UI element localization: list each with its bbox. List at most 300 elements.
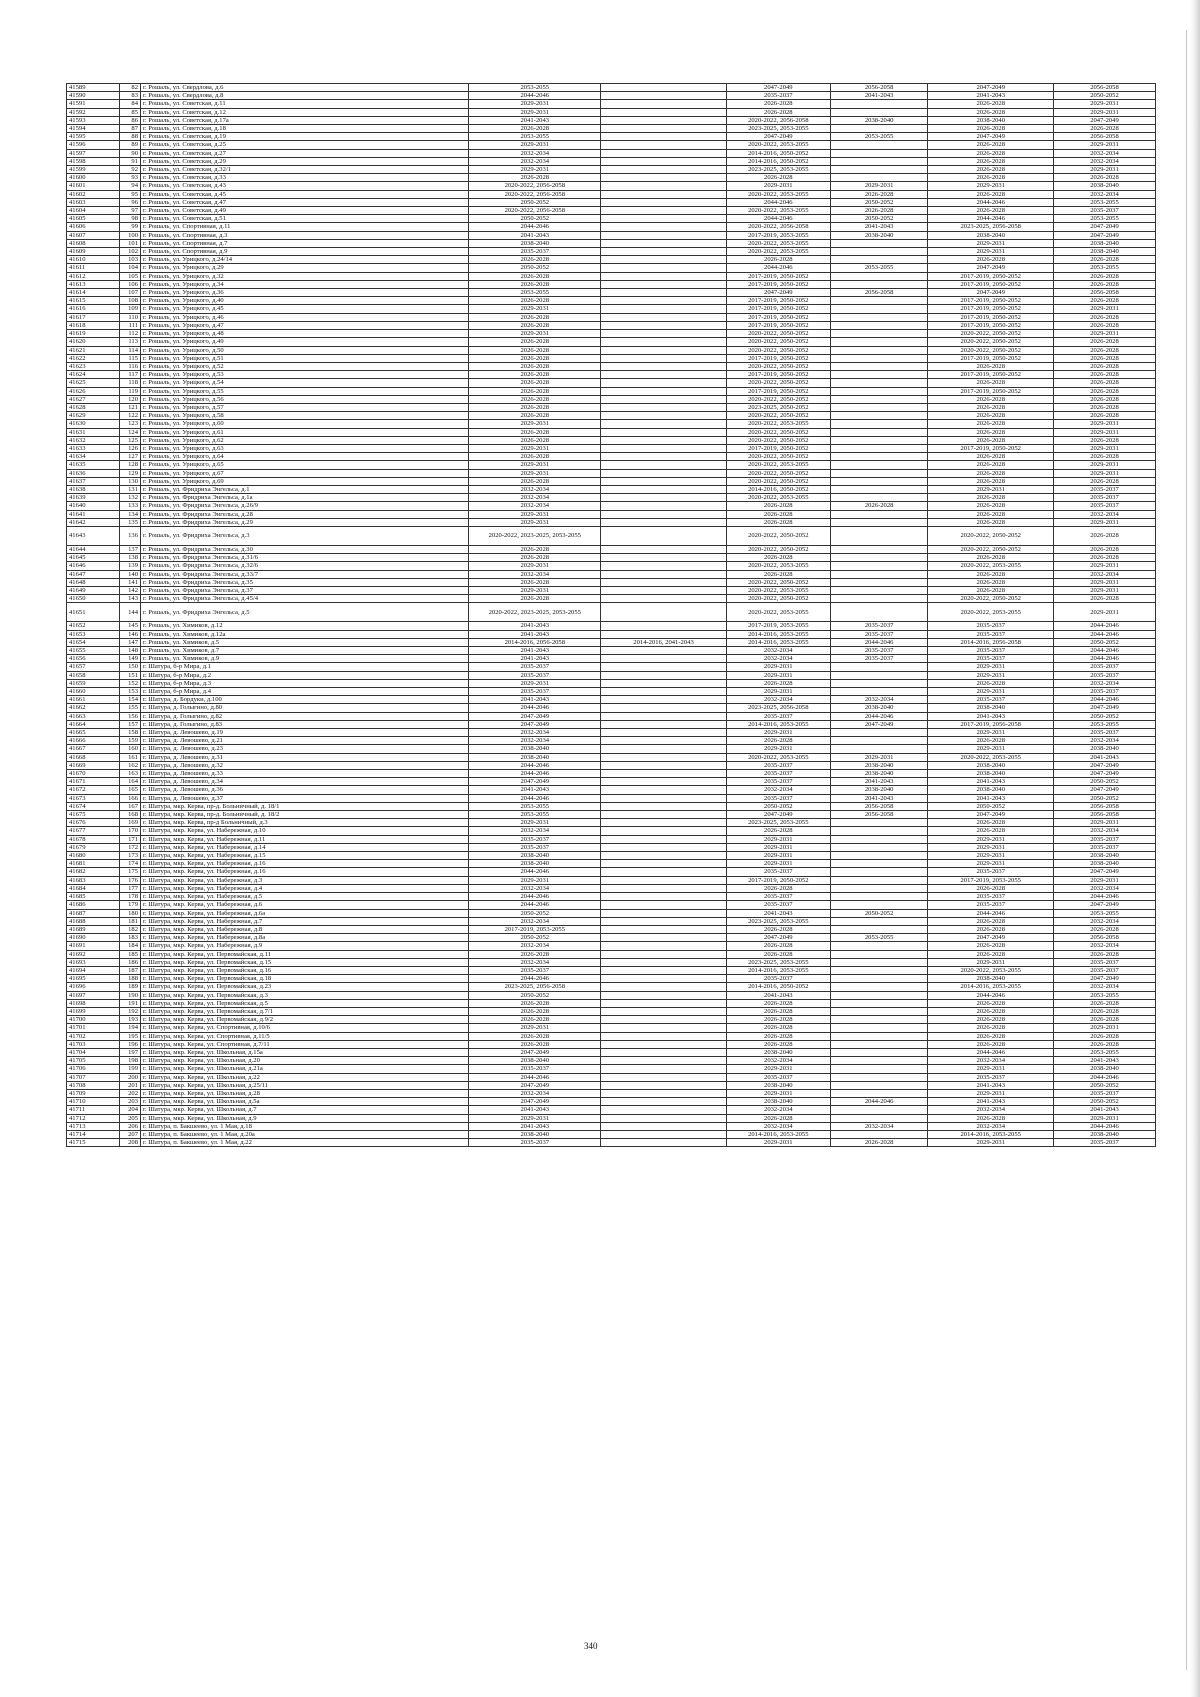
row-number: 160 <box>119 745 140 753</box>
row-id: 41595 <box>67 133 120 141</box>
row-id: 41693 <box>67 958 120 966</box>
period-col-1: 2047-2049 <box>469 1098 601 1106</box>
period-col-2 <box>601 1073 727 1081</box>
table-row <box>67 502 1156 510</box>
period-col-5: 2020-2022, 2053-2055 <box>928 753 1054 761</box>
row-id: 41599 <box>67 166 120 174</box>
row-id: 41696 <box>67 983 120 991</box>
row-id: 41680 <box>67 852 120 860</box>
address-cell: г. Шатура, д. Левошево, д.31 <box>141 753 469 761</box>
period-col-4: 2044-2046 <box>830 712 928 720</box>
row-id: 41592 <box>67 108 120 116</box>
row-number: 110 <box>119 313 140 321</box>
row-number: 149 <box>119 655 140 663</box>
row-number: 121 <box>119 403 140 411</box>
row-number: 181 <box>119 917 140 925</box>
period-col-4 <box>830 745 928 753</box>
row-number: 155 <box>119 704 140 712</box>
address-cell: г. Шатура, мкр. Керва, ул. Набережная, д.3 <box>141 876 469 884</box>
period-col-6: 2026-2028 <box>1053 1040 1155 1048</box>
period-col-6: 2026-2028 <box>1053 371 1155 379</box>
address-cell: г. Шатура, мкр. Керва, ул. Набережная, д.11 <box>141 835 469 843</box>
table-row <box>67 485 1156 493</box>
address-cell: г. Рошаль, ул. Фридриха Энгельса, д.32/6 <box>141 562 469 570</box>
row-number: 201 <box>119 1081 140 1089</box>
table-row <box>67 198 1156 206</box>
period-col-4: 2038-2040 <box>830 231 928 239</box>
table-row <box>67 100 1156 108</box>
row-id: 41689 <box>67 925 120 933</box>
table-row <box>67 958 1156 966</box>
address-cell: г. Рошаль, ул. Свердлова, д.6 <box>141 84 469 92</box>
period-col-2 <box>601 231 727 239</box>
period-col-3: 2038-2040 <box>726 1098 830 1106</box>
period-col-1: 2026-2028 <box>469 313 601 321</box>
period-col-5: 2017-2019, 2050-2052 <box>928 387 1054 395</box>
address-cell: г. Шатура, мкр. Керва, ул. Спортивная, д.7/11 <box>141 1040 469 1048</box>
row-number: 158 <box>119 729 140 737</box>
row-id: 41620 <box>67 338 120 346</box>
period-col-2 <box>601 1106 727 1114</box>
period-col-4 <box>830 346 928 354</box>
address-cell: г. Рошаль, ул. Урицкого, д.51 <box>141 354 469 362</box>
period-col-5: 2035-2037 <box>928 868 1054 876</box>
period-col-6: 2032-2034 <box>1053 510 1155 518</box>
period-col-5: 2038-2040 <box>928 770 1054 778</box>
period-col-6: 2035-2037 <box>1053 835 1155 843</box>
table-row <box>67 477 1156 485</box>
period-col-6: 2026-2028 <box>1053 338 1155 346</box>
period-col-3: 2026-2028 <box>726 827 830 835</box>
period-col-2 <box>601 794 727 802</box>
period-col-4: 2026-2028 <box>830 502 928 510</box>
table-row <box>67 174 1156 182</box>
row-id: 41631 <box>67 428 120 436</box>
period-col-4: 2041-2043 <box>830 794 928 802</box>
table-row <box>67 647 1156 655</box>
row-id: 41679 <box>67 843 120 851</box>
table-row <box>67 346 1156 354</box>
period-col-2 <box>601 149 727 157</box>
row-id: 41625 <box>67 379 120 387</box>
period-col-1: 2041-2043 <box>469 1122 601 1130</box>
period-col-2 <box>601 1024 727 1032</box>
period-col-3: 2026-2028 <box>726 502 830 510</box>
row-id: 41648 <box>67 578 120 586</box>
period-col-2 <box>601 827 727 835</box>
period-col-4 <box>830 379 928 387</box>
row-id: 41590 <box>67 92 120 100</box>
address-cell: г. Рошаль, ул. Урицкого, д.62 <box>141 436 469 444</box>
address-cell: г. Шатура, б-р Мира, д.2 <box>141 671 469 679</box>
period-col-1: 2026-2028 <box>469 354 601 362</box>
period-col-2 <box>601 802 727 810</box>
row-id: 41713 <box>67 1122 120 1130</box>
period-col-5: 2029-2031 <box>928 958 1054 966</box>
period-col-3: 2017-2019, 2050-2052 <box>726 272 830 280</box>
period-col-1: 2050-2052 <box>469 991 601 999</box>
period-col-3: 2035-2037 <box>726 92 830 100</box>
row-number: 123 <box>119 420 140 428</box>
period-col-4: 2026-2028 <box>830 1139 928 1147</box>
period-col-3: 2026-2028 <box>726 1024 830 1032</box>
period-col-4 <box>830 545 928 553</box>
period-col-1: 2029-2031 <box>469 819 601 827</box>
period-col-5: 2026-2028 <box>928 578 1054 586</box>
period-col-6: 2038-2040 <box>1053 745 1155 753</box>
period-col-3: 2026-2028 <box>726 174 830 182</box>
register-table <box>66 83 1156 1147</box>
period-col-4 <box>830 1089 928 1097</box>
row-id: 41589 <box>67 84 120 92</box>
period-col-6: 2032-2034 <box>1053 942 1155 950</box>
period-col-6: 2026-2028 <box>1053 925 1155 933</box>
table-row <box>67 843 1156 851</box>
period-col-4: 2047-2049 <box>830 720 928 728</box>
table-row <box>67 1098 1156 1106</box>
period-col-3: 2035-2037 <box>726 712 830 720</box>
row-id: 41596 <box>67 141 120 149</box>
period-col-5: 2026-2028 <box>928 420 1054 428</box>
period-col-2 <box>601 84 727 92</box>
table-row <box>67 819 1156 827</box>
period-col-2 <box>601 586 727 594</box>
address-cell: г. Рошаль, ул. Урицкого, д.56 <box>141 395 469 403</box>
row-number: 127 <box>119 453 140 461</box>
period-col-6: 2026-2028 <box>1053 379 1155 387</box>
period-col-6: 2044-2046 <box>1053 655 1155 663</box>
period-col-3: 2020-2022, 2050-2052 <box>726 330 830 338</box>
period-col-1: 2041-2043 <box>469 116 601 124</box>
address-cell: г. Шатура, д. Бордуки, д.100 <box>141 696 469 704</box>
period-col-4 <box>830 966 928 974</box>
period-col-4 <box>830 868 928 876</box>
period-col-5: 2035-2037 <box>928 630 1054 638</box>
period-col-3: 2020-2022, 2050-2052 <box>726 453 830 461</box>
address-cell: г. Шатура, б-р Мира, д.4 <box>141 688 469 696</box>
period-col-1: 2032-2034 <box>469 494 601 502</box>
period-col-6: 2044-2046 <box>1053 893 1155 901</box>
period-col-6: 2035-2037 <box>1053 663 1155 671</box>
period-col-5: 2026-2028 <box>928 1007 1054 1015</box>
address-cell: г. Рошаль, ул. Фридриха Энгельса, д.3 <box>141 526 469 545</box>
period-col-6: 2035-2037 <box>1053 966 1155 974</box>
address-cell: г. Шатура, д. Левошево, д.37 <box>141 794 469 802</box>
table-row <box>67 289 1156 297</box>
period-col-6: 2056-2058 <box>1053 289 1155 297</box>
period-col-6: 2029-2031 <box>1053 578 1155 586</box>
period-col-3: 2026-2028 <box>726 942 830 950</box>
row-number: 202 <box>119 1089 140 1097</box>
period-col-4 <box>830 526 928 545</box>
period-col-1: 2026-2028 <box>469 362 601 370</box>
table-row <box>67 770 1156 778</box>
table-row <box>67 428 1156 436</box>
period-col-5: 2041-2043 <box>928 794 1054 802</box>
period-col-5: 2026-2028 <box>928 586 1054 594</box>
period-col-2 <box>601 1098 727 1106</box>
period-col-6: 2038-2040 <box>1053 248 1155 256</box>
period-col-4 <box>830 280 928 288</box>
table-row <box>67 166 1156 174</box>
period-col-1: 2026-2028 <box>469 379 601 387</box>
period-col-2 <box>601 671 727 679</box>
table-row <box>67 223 1156 231</box>
period-col-1: 2050-2052 <box>469 215 601 223</box>
row-id: 41649 <box>67 586 120 594</box>
row-id: 41621 <box>67 346 120 354</box>
period-col-1: 2032-2034 <box>469 917 601 925</box>
period-col-4 <box>830 412 928 420</box>
period-col-5: 2026-2028 <box>928 1114 1054 1122</box>
row-number: 171 <box>119 835 140 843</box>
period-col-5: 2026-2028 <box>928 403 1054 411</box>
period-col-2 <box>601 346 727 354</box>
row-number: 178 <box>119 893 140 901</box>
address-cell: г. Рошаль, ул. Урицкого, д.40 <box>141 297 469 305</box>
period-col-3: 2023-2025, 2053-2055 <box>726 958 830 966</box>
period-col-2 <box>601 595 727 603</box>
period-col-4: 2038-2040 <box>830 770 928 778</box>
period-col-4 <box>830 1048 928 1056</box>
period-col-6: 2026-2028 <box>1053 526 1155 545</box>
row-number: 95 <box>119 190 140 198</box>
address-cell: г. Рошаль, ул. Урицкого, д.58 <box>141 412 469 420</box>
period-col-2 <box>601 297 727 305</box>
period-col-1: 2044-2046 <box>469 794 601 802</box>
period-col-2 <box>601 469 727 477</box>
row-id: 41658 <box>67 671 120 679</box>
row-number: 144 <box>119 603 140 622</box>
period-col-1: 2026-2028 <box>469 1007 601 1015</box>
period-col-1: 2014-2016, 2056-2058 <box>469 638 601 646</box>
table-row <box>67 453 1156 461</box>
row-id: 41607 <box>67 231 120 239</box>
table-row <box>67 999 1156 1007</box>
row-id: 41601 <box>67 182 120 190</box>
period-col-6: 2038-2040 <box>1053 1065 1155 1073</box>
row-number: 147 <box>119 638 140 646</box>
period-col-2 <box>601 950 727 958</box>
address-cell: г. Шатура, мкр. Керва, ул. Школьная, д.22 <box>141 1073 469 1081</box>
period-col-3: 2035-2037 <box>726 975 830 983</box>
period-col-1: 2038-2040 <box>469 852 601 860</box>
period-col-3: 2017-2019, 2050-2052 <box>726 354 830 362</box>
period-col-3: 2014-2016, 2050-2052 <box>726 485 830 493</box>
period-col-2 <box>601 983 727 991</box>
period-col-3: 2029-2031 <box>726 860 830 868</box>
period-col-1: 2020-2022, 2056-2058 <box>469 182 601 190</box>
period-col-6: 2032-2034 <box>1053 884 1155 892</box>
period-col-5: 2044-2046 <box>928 1048 1054 1056</box>
period-col-3: 2047-2049 <box>726 84 830 92</box>
period-col-6: 2047-2049 <box>1053 704 1155 712</box>
period-col-1: 2032-2034 <box>469 827 601 835</box>
period-col-6: 2026-2028 <box>1053 256 1155 264</box>
period-col-4 <box>830 313 928 321</box>
period-col-6: 2035-2037 <box>1053 843 1155 851</box>
period-col-2 <box>601 289 727 297</box>
period-col-4 <box>830 917 928 925</box>
period-col-4: 2032-2034 <box>830 696 928 704</box>
period-col-4: 2035-2037 <box>830 647 928 655</box>
period-col-4 <box>830 1016 928 1024</box>
period-col-2 <box>601 679 727 687</box>
address-cell: г. Шатура, мкр. Керва, ул. Первомайская, д.18 <box>141 975 469 983</box>
row-id: 41682 <box>67 868 120 876</box>
period-col-4 <box>830 125 928 133</box>
address-cell: г. Рошаль, ул. Фридриха Энгельса, д.1 <box>141 485 469 493</box>
period-col-4 <box>830 1065 928 1073</box>
address-cell: г. Рошаль, ул. Спортивная, д.9 <box>141 248 469 256</box>
address-cell: г. Рошаль, ул. Советская, д.45 <box>141 190 469 198</box>
period-col-3: 2038-2040 <box>726 1081 830 1089</box>
address-cell: г. Рошаль, ул. Советская, д.32/1 <box>141 166 469 174</box>
period-col-3: 2017-2019, 2053-2055 <box>726 231 830 239</box>
period-col-4 <box>830 942 928 950</box>
period-col-2 <box>601 92 727 100</box>
period-col-4: 2056-2058 <box>830 289 928 297</box>
period-col-5: 2029-2031 <box>928 239 1054 247</box>
address-cell: г. Рошаль, ул. Фридриха Энгельса, д.5 <box>141 603 469 622</box>
period-col-6: 2026-2028 <box>1053 554 1155 562</box>
period-col-1: 2032-2034 <box>469 729 601 737</box>
period-col-1: 2041-2043 <box>469 696 601 704</box>
period-col-4 <box>830 835 928 843</box>
period-col-6: 2029-2031 <box>1053 469 1155 477</box>
row-id: 41618 <box>67 321 120 329</box>
period-col-1: 2047-2049 <box>469 778 601 786</box>
period-col-2 <box>601 215 727 223</box>
period-col-3: 2023-2025, 2053-2055 <box>726 166 830 174</box>
period-col-2 <box>601 502 727 510</box>
period-col-5: 2029-2031 <box>928 1089 1054 1097</box>
address-cell: г. Рошаль, ул. Советская, д.51 <box>141 215 469 223</box>
table-row <box>67 141 1156 149</box>
table-row <box>67 190 1156 198</box>
table-row <box>67 280 1156 288</box>
period-col-2 <box>601 630 727 638</box>
period-col-3: 2047-2049 <box>726 934 830 942</box>
period-col-4: 2041-2043 <box>830 223 928 231</box>
period-col-4: 2056-2058 <box>830 802 928 810</box>
period-col-4: 2038-2040 <box>830 704 928 712</box>
period-col-2 <box>601 819 727 827</box>
period-col-2 <box>601 958 727 966</box>
row-id: 41617 <box>67 313 120 321</box>
row-id: 41664 <box>67 720 120 728</box>
table-row <box>67 371 1156 379</box>
period-col-3: 2035-2037 <box>726 794 830 802</box>
row-number: 109 <box>119 305 140 313</box>
row-id: 41644 <box>67 545 120 553</box>
period-col-4 <box>830 663 928 671</box>
period-col-5: 2026-2028 <box>928 518 1054 526</box>
period-col-3: 2041-2043 <box>726 991 830 999</box>
period-col-4 <box>830 436 928 444</box>
row-id: 41697 <box>67 991 120 999</box>
period-col-1: 2029-2031 <box>469 518 601 526</box>
period-col-5: 2017-2019, 2050-2052 <box>928 305 1054 313</box>
row-id: 41611 <box>67 264 120 272</box>
period-col-4: 2041-2043 <box>830 92 928 100</box>
period-col-6: 2026-2028 <box>1053 354 1155 362</box>
address-cell: г. Рошаль, ул. Спортивная, д.11 <box>141 223 469 231</box>
period-col-3: 2035-2037 <box>726 770 830 778</box>
row-id: 41711 <box>67 1106 120 1114</box>
period-col-6: 2026-2028 <box>1053 453 1155 461</box>
register-table-body <box>67 84 1156 1147</box>
period-col-2 <box>601 444 727 452</box>
period-col-4: 2035-2037 <box>830 630 928 638</box>
address-cell: г. Шатура, п. Бакшеево, ул. 1 Мая, д.22 <box>141 1139 469 1147</box>
period-col-2 <box>601 280 727 288</box>
period-col-6: 2035-2037 <box>1053 1089 1155 1097</box>
address-cell: г. Шатура, д. Левошево, д.23 <box>141 745 469 753</box>
period-col-3: 2020-2022, 2053-2055 <box>726 190 830 198</box>
period-col-2 <box>601 570 727 578</box>
period-col-5: 2026-2028 <box>928 477 1054 485</box>
table-row <box>67 149 1156 157</box>
address-cell: г. Рошаль, ул. Химиков, д.5 <box>141 638 469 646</box>
period-col-2 <box>601 966 727 974</box>
period-col-1: 2026-2028 <box>469 321 601 329</box>
period-col-2 <box>601 395 727 403</box>
period-col-2 <box>601 761 727 769</box>
period-col-2 <box>601 518 727 526</box>
period-col-5: 2029-2031 <box>928 663 1054 671</box>
period-col-3: 2020-2022, 2050-2052 <box>726 526 830 545</box>
period-col-6: 2053-2055 <box>1053 720 1155 728</box>
period-col-2 <box>601 494 727 502</box>
table-row <box>67 231 1156 239</box>
period-col-4 <box>830 595 928 603</box>
table-row <box>67 761 1156 769</box>
period-col-5: 2038-2040 <box>928 704 1054 712</box>
period-col-2 <box>601 1081 727 1089</box>
period-col-5: 2026-2028 <box>928 412 1054 420</box>
period-col-6: 2044-2046 <box>1053 647 1155 655</box>
period-col-3: 2026-2028 <box>726 1007 830 1015</box>
period-col-5: 2038-2040 <box>928 116 1054 124</box>
period-col-5: 2029-2031 <box>928 671 1054 679</box>
period-col-5: 2029-2031 <box>928 729 1054 737</box>
period-col-1: 2050-2052 <box>469 198 601 206</box>
address-cell: г. Шатура, мкр. Керва, ул. Школьная, д.15а <box>141 1048 469 1056</box>
page-number: 340 <box>584 1641 598 1651</box>
address-cell: г. Рошаль, ул. Советская, д.17а <box>141 116 469 124</box>
row-id: 41662 <box>67 704 120 712</box>
period-col-2 <box>601 554 727 562</box>
row-id: 41704 <box>67 1048 120 1056</box>
row-id: 41661 <box>67 696 120 704</box>
period-col-5: 2026-2028 <box>928 362 1054 370</box>
row-number: 205 <box>119 1114 140 1122</box>
period-col-1: 2029-2031 <box>469 330 601 338</box>
period-col-5: 2029-2031 <box>928 485 1054 493</box>
period-col-6: 2047-2049 <box>1053 975 1155 983</box>
period-col-5: 2026-2028 <box>928 469 1054 477</box>
row-number: 208 <box>119 1139 140 1147</box>
period-col-3: 2023-2025, 2053-2055 <box>726 917 830 925</box>
period-col-4 <box>830 1007 928 1015</box>
address-cell: г. Рошаль, ул. Спортивная, д.3 <box>141 231 469 239</box>
period-col-6: 2050-2052 <box>1053 638 1155 646</box>
row-id: 41694 <box>67 966 120 974</box>
table-row <box>67 436 1156 444</box>
address-cell: г. Шатура, б-р Мира, д.3 <box>141 679 469 687</box>
row-number: 85 <box>119 108 140 116</box>
